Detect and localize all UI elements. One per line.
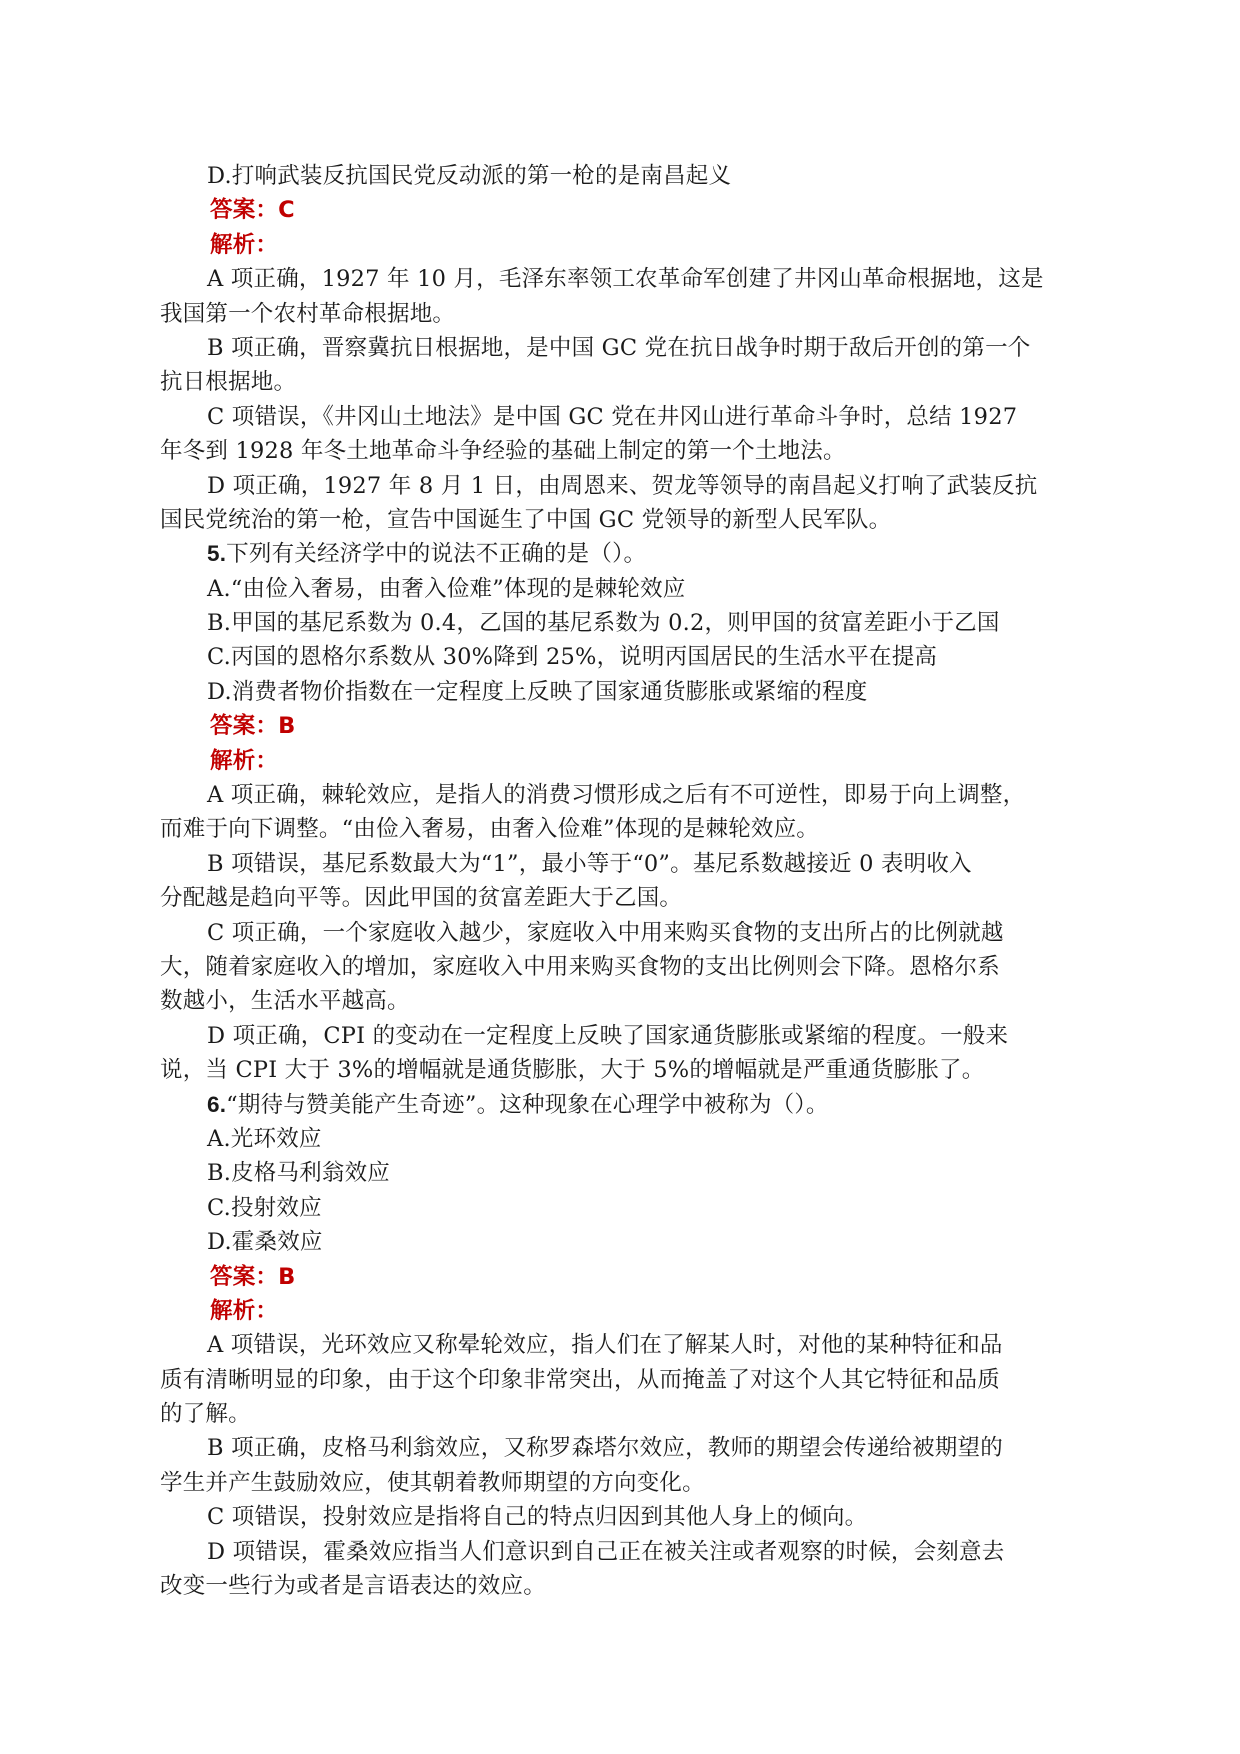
q5-analysis-a: A 项正确，棘轮效应，是指人的消费习惯形成之后有不可逆性，即易于向上调整，: [207, 782, 1026, 809]
q5-analysis-d-cont: 说，当 CPI 大于 3%的增幅就是通货膨胀，大于 5%的增幅就是严重通货膨胀了。: [160, 1057, 985, 1084]
q4-analysis-d-cont: 国民党统治的第一枪，宣告中国诞生了中国 GC 党领导的新型人民军队。: [160, 506, 892, 533]
q6-stem-line: [160, 1088, 1090, 1122]
q6-analysis-d: D 项错误，霍桑效应指当人们意识到自己正在被关注或者观察的时候，会刻意去: [207, 1538, 1005, 1565]
document-content: [160, 159, 1090, 1603]
q6-option-a: A.光环效应: [207, 1125, 322, 1152]
q6-analysis-a-cont2: 的了解。: [160, 1401, 251, 1428]
q5-stem: 下列有关经济学中的说法不正确的是（）。: [226, 541, 647, 568]
q4-answer: 答案：C: [210, 197, 295, 224]
q6-answer: 答案：B: [210, 1263, 296, 1290]
q6-option-c: C.投射效应: [207, 1194, 322, 1221]
q4-option-d: D.打响武装反抗国民党反动派的第一枪的是南昌起义: [207, 163, 732, 189]
q6-number: 6.: [207, 1091, 227, 1117]
q5-stem-line: [160, 537, 1090, 571]
q5-option-a: A.“由俭入奢易，由奢入俭难”体现的是棘轮效应: [207, 575, 686, 602]
q4-analysis-label: 解析：: [210, 231, 279, 258]
q5-option-b: B.甲国的基尼系数为 0.4，乙国的基尼系数为 0.2，则甲国的贫富差距小于乙国: [207, 610, 1000, 637]
q4-analysis-b: B 项正确，晋察冀抗日根据地，是中国 GC 党在抗日战争时期于敌后开创的第一个: [207, 334, 1031, 361]
q5-option-c: C.丙国的恩格尔系数从 30%降到 25%，说明丙国居民的生活水平在提高: [207, 644, 938, 671]
q4-analysis-a-cont: 我国第一个农村革命根据地。: [160, 300, 456, 327]
q4-analysis-b-cont: 抗日根据地。: [160, 369, 297, 396]
q6-stem: “期待与赞美能产生奇迹”。这种现象在心理学中被称为（）。: [226, 1091, 829, 1118]
q5-analysis-label: 解析：: [210, 747, 279, 774]
q6-analysis-label: 解析：: [210, 1297, 279, 1324]
q5-analysis-c-cont2: 数越小，生活水平越高。: [160, 988, 410, 1015]
q4-analysis-d: D 项正确，1927 年 8 月 1 日，由周恩来、贺龙等领导的南昌起义打响了武装反抗: [207, 472, 1038, 499]
q5-number: 5.: [207, 541, 227, 567]
q5-analysis-b: B 项错误，基尼系数最大为“1”，最小等于“0”。基尼系数越接近 0 表明收入: [207, 850, 972, 877]
q6-analysis-b: B 项正确，皮格马利翁效应，又称罗森塔尔效应，教师的期望会传递给被期望的: [207, 1435, 1003, 1462]
q5-analysis-d: D 项正确，CPI 的变动在一定程度上反映了国家通货膨胀或紧缩的程度。一般来: [207, 1022, 1009, 1049]
q6-analysis-d-cont: 改变一些行为或者是言语表达的效应。: [160, 1573, 546, 1600]
q6-analysis-c: C 项错误，投射效应是指将自己的特点归因到其他人身上的倾向。: [207, 1504, 868, 1531]
q5-answer: 答案：B: [210, 713, 296, 740]
q4-analysis-c: C 项错误，《井冈山土地法》是中国 GC 党在井冈山进行革命斗争时，总结 1927: [207, 403, 1018, 430]
q6-option-b: B.皮格马利翁效应: [207, 1160, 390, 1187]
q5-analysis-b-cont: 分配越是趋向平等。因此甲国的贫富差距大于乙国。: [160, 885, 683, 912]
q6-option-d: D.霍桑效应: [207, 1229, 323, 1256]
q5-analysis-a-cont: 而难于向下调整。“由俭入奢易，由奢入俭难”体现的是棘轮效应。: [160, 816, 820, 843]
q4-analysis-c-cont: 年冬到 1928 年冬土地革命斗争经验的基础上制定的第一个土地法。: [160, 438, 846, 465]
q6-analysis-b-cont: 学生并产生鼓励效应，使其朝着教师期望的方向变化。: [160, 1469, 705, 1496]
q4-analysis-a: A 项正确，1927 年 10 月，毛泽东率领工农革命军创建了井冈山革命根据地，这是: [207, 266, 1044, 293]
q6-analysis-a: A 项错误，光环效应又称晕轮效应，指人们在了解某人时，对他的某种特征和品: [207, 1332, 1003, 1359]
q5-option-d: D.消费者物价指数在一定程度上反映了国家通货膨胀或紧缩的程度: [207, 678, 868, 705]
q5-analysis-c: C 项正确，一个家庭收入越少，家庭收入中用来购买食物的支出所占的比例就越: [207, 919, 1004, 946]
q6-analysis-a-cont: 质有清晰明显的印象，由于这个印象非常突出，从而掩盖了对这个人其它特征和品质: [160, 1366, 1000, 1393]
q5-analysis-c-cont: 大，随着家庭收入的增加，家庭收入中用来购买食物的支出比例则会下降。恩格尔系: [160, 953, 1000, 980]
